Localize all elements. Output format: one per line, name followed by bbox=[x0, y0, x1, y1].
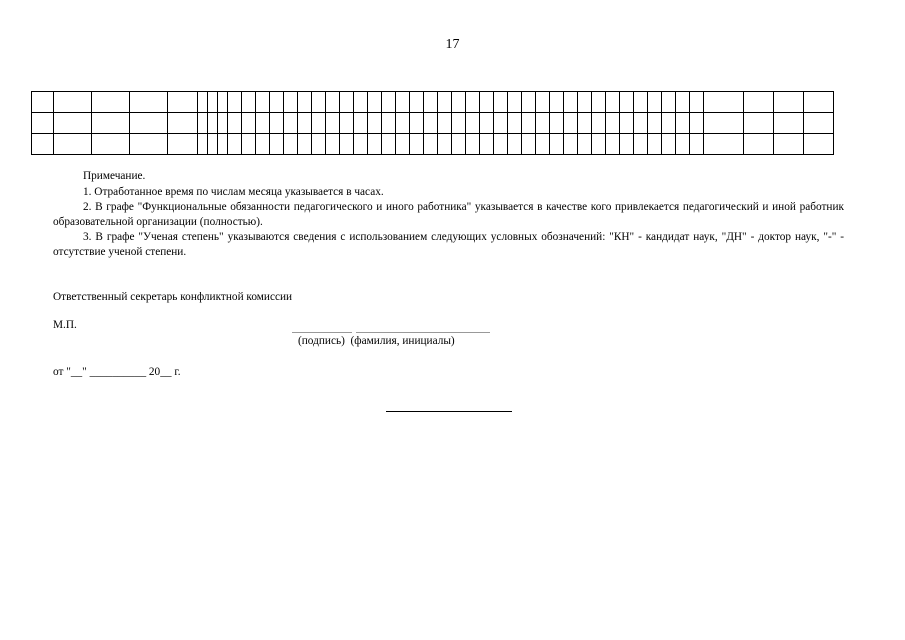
table-cell bbox=[368, 113, 382, 134]
table-cell bbox=[466, 92, 480, 113]
table-cell bbox=[676, 92, 690, 113]
table-cell bbox=[774, 134, 804, 155]
note-item-2: 2. В графе "Функциональные обязанности педагогического и иного работника" указывается в качестве кого привлекается педагогический и иной работник образовательной организации (полностью). bbox=[53, 201, 844, 228]
table-cell bbox=[774, 92, 804, 113]
table-cell bbox=[168, 92, 198, 113]
table-cell bbox=[340, 113, 354, 134]
table-cell bbox=[218, 113, 228, 134]
table-cell bbox=[564, 113, 578, 134]
table-cell bbox=[804, 113, 834, 134]
table-cell bbox=[256, 92, 270, 113]
table-cell bbox=[564, 92, 578, 113]
table-cell bbox=[298, 92, 312, 113]
table-cell bbox=[550, 92, 564, 113]
table-cell bbox=[536, 92, 550, 113]
table-cell bbox=[774, 113, 804, 134]
table-cell bbox=[592, 113, 606, 134]
table-cell bbox=[536, 134, 550, 155]
table-cell bbox=[270, 92, 284, 113]
table-cell bbox=[326, 92, 340, 113]
stamp-placeholder-label: М.П. bbox=[53, 319, 77, 331]
table-cell bbox=[382, 92, 396, 113]
table-cell bbox=[312, 134, 326, 155]
table-cell bbox=[298, 113, 312, 134]
table-cell bbox=[508, 92, 522, 113]
table-cell bbox=[228, 134, 242, 155]
table-cell bbox=[208, 113, 218, 134]
table-cell bbox=[744, 134, 774, 155]
note-item-1: 1. Отработанное время по числам месяца указывается в часах. bbox=[83, 186, 384, 198]
table-cell bbox=[270, 113, 284, 134]
table-cell bbox=[382, 113, 396, 134]
table-cell bbox=[198, 134, 208, 155]
table-cell bbox=[592, 92, 606, 113]
table-cell bbox=[168, 134, 198, 155]
table-cell bbox=[494, 92, 508, 113]
table-cell bbox=[466, 113, 480, 134]
table-cell bbox=[284, 113, 298, 134]
table-cell bbox=[606, 92, 620, 113]
table-cell bbox=[536, 113, 550, 134]
table-cell bbox=[578, 92, 592, 113]
table-cell bbox=[704, 92, 744, 113]
table-cell bbox=[340, 92, 354, 113]
page-number: 17 bbox=[445, 37, 460, 52]
table-cell bbox=[92, 134, 130, 155]
table-cell bbox=[424, 134, 438, 155]
table-cell bbox=[256, 134, 270, 155]
table-cell bbox=[32, 113, 54, 134]
table-cell bbox=[744, 113, 774, 134]
table-cell bbox=[242, 92, 256, 113]
table-cell bbox=[396, 92, 410, 113]
table-cell bbox=[410, 92, 424, 113]
table-cell bbox=[92, 92, 130, 113]
table-cell bbox=[620, 134, 634, 155]
table-cell bbox=[396, 113, 410, 134]
table-cell bbox=[494, 134, 508, 155]
table-cell bbox=[522, 134, 536, 155]
table-cell bbox=[54, 113, 92, 134]
table-cell bbox=[438, 113, 452, 134]
table-cell bbox=[130, 113, 168, 134]
signature-line bbox=[292, 332, 352, 333]
table-cell bbox=[744, 92, 774, 113]
table-cell bbox=[452, 134, 466, 155]
timesheet-table bbox=[31, 91, 834, 155]
table-cell bbox=[690, 113, 704, 134]
table-cell bbox=[270, 134, 284, 155]
name-initials-line bbox=[356, 332, 490, 333]
table-cell bbox=[228, 92, 242, 113]
notes-block bbox=[53, 169, 844, 260]
table-cell bbox=[452, 92, 466, 113]
table-cell bbox=[228, 113, 242, 134]
table-cell bbox=[198, 92, 208, 113]
table-cell bbox=[606, 113, 620, 134]
table-cell bbox=[508, 134, 522, 155]
table-cell bbox=[218, 92, 228, 113]
table-cell bbox=[466, 134, 480, 155]
table-cell bbox=[662, 134, 676, 155]
table-cell bbox=[578, 113, 592, 134]
table-cell bbox=[410, 113, 424, 134]
table-cell bbox=[424, 92, 438, 113]
table-cell bbox=[494, 113, 508, 134]
table-cell bbox=[218, 134, 228, 155]
table-cell bbox=[606, 134, 620, 155]
table-cell bbox=[592, 134, 606, 155]
table-cell bbox=[242, 113, 256, 134]
table-row bbox=[32, 113, 834, 134]
table-cell bbox=[648, 113, 662, 134]
table-cell bbox=[662, 113, 676, 134]
table-cell bbox=[690, 92, 704, 113]
table-cell bbox=[522, 113, 536, 134]
table-cell bbox=[804, 134, 834, 155]
table-cell bbox=[130, 134, 168, 155]
table-cell bbox=[368, 134, 382, 155]
table-cell bbox=[354, 113, 368, 134]
closing-rule bbox=[386, 411, 512, 412]
table-cell bbox=[662, 92, 676, 113]
table-cell bbox=[550, 134, 564, 155]
table-cell bbox=[690, 134, 704, 155]
table-cell bbox=[424, 113, 438, 134]
table-cell bbox=[804, 92, 834, 113]
table-cell bbox=[256, 113, 270, 134]
table-cell bbox=[508, 113, 522, 134]
table-cell bbox=[284, 92, 298, 113]
table-cell bbox=[284, 134, 298, 155]
table-cell bbox=[208, 134, 218, 155]
table-cell bbox=[480, 134, 494, 155]
table-cell bbox=[578, 134, 592, 155]
table-cell bbox=[54, 134, 92, 155]
table-cell bbox=[438, 92, 452, 113]
table-cell bbox=[326, 113, 340, 134]
table-cell bbox=[634, 134, 648, 155]
table-cell bbox=[550, 113, 564, 134]
table-cell bbox=[54, 92, 92, 113]
table-cell bbox=[208, 92, 218, 113]
table-cell bbox=[32, 134, 54, 155]
note-item-3: 3. В графе "Ученая степень" указываются сведения с использованием следующих условных обозначений: "КН" - кандидат наук, "ДН" - доктор наук, "-" - отсутствие ученой степени. bbox=[53, 231, 844, 258]
table-cell bbox=[634, 113, 648, 134]
table-cell bbox=[130, 92, 168, 113]
table-cell bbox=[704, 134, 744, 155]
notes-title: Примечание. bbox=[83, 170, 146, 182]
table-cell bbox=[354, 134, 368, 155]
table-cell bbox=[480, 113, 494, 134]
table-cell bbox=[32, 92, 54, 113]
table-cell bbox=[168, 113, 198, 134]
table-cell bbox=[676, 134, 690, 155]
table-cell bbox=[382, 134, 396, 155]
table-cell bbox=[522, 92, 536, 113]
table-cell bbox=[564, 134, 578, 155]
table-cell bbox=[312, 113, 326, 134]
table-cell bbox=[452, 113, 466, 134]
table-cell bbox=[620, 113, 634, 134]
table-cell bbox=[704, 113, 744, 134]
table-row bbox=[32, 92, 834, 113]
table-cell bbox=[340, 134, 354, 155]
table-cell bbox=[438, 134, 452, 155]
table-cell bbox=[354, 92, 368, 113]
table-cell bbox=[648, 92, 662, 113]
table-cell bbox=[648, 134, 662, 155]
table-cell bbox=[312, 92, 326, 113]
table-cell bbox=[620, 92, 634, 113]
table-cell bbox=[480, 92, 494, 113]
date-line: от "__" __________ 20__ г. bbox=[53, 366, 181, 378]
table-cell bbox=[198, 113, 208, 134]
table-cell bbox=[634, 92, 648, 113]
table-cell bbox=[326, 134, 340, 155]
table-cell bbox=[92, 113, 130, 134]
table-cell bbox=[676, 113, 690, 134]
table-row bbox=[32, 134, 834, 155]
table-cell bbox=[298, 134, 312, 155]
table-cell bbox=[396, 134, 410, 155]
signature-captions: (подпись) (фамилия, инициалы) bbox=[298, 335, 455, 347]
table-cell bbox=[242, 134, 256, 155]
responsible-secretary-label: Ответственный секретарь конфликтной комиссии bbox=[53, 291, 293, 303]
table-cell bbox=[368, 92, 382, 113]
table-cell bbox=[410, 134, 424, 155]
